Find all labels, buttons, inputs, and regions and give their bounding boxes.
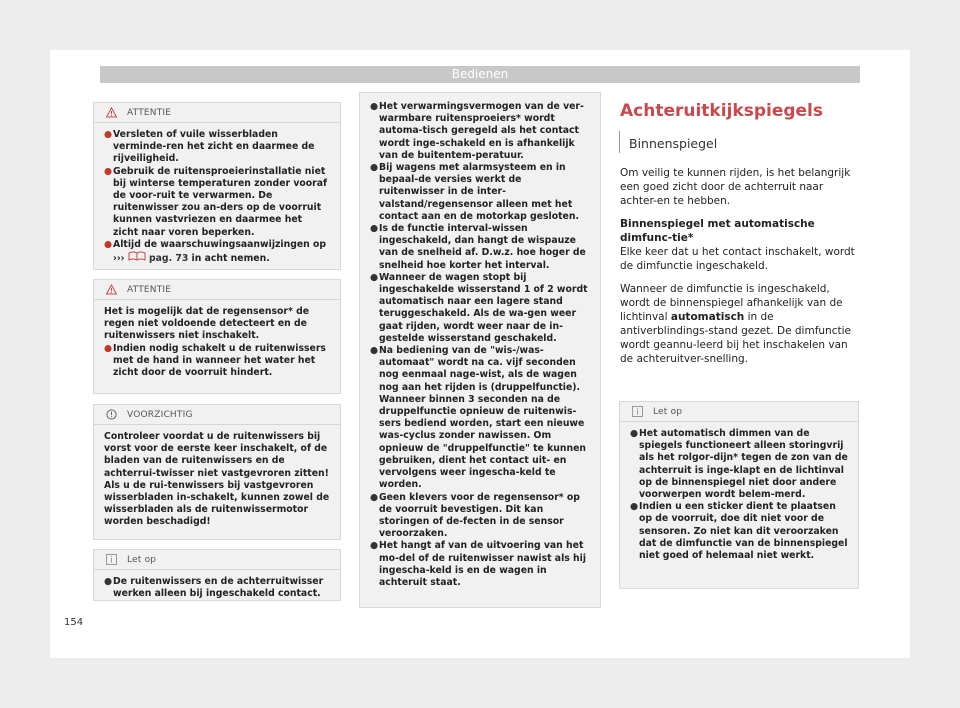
- list-item: ● Versleten of vuile wisserbladen verminde-ren het zicht en daarmee de rijveiligheid.: [104, 129, 315, 165]
- list-item: ● Altijd de waarschuwingsaanwijzingen op ››› pag. 73 in acht nemen.: [104, 238, 327, 265]
- list-item: ● Het verwarmingsvermogen van de ver-warmbare ruitensproeiers* wordt automa-tisch geregeld als het contact wordt inge-schakeld en is afhankelijk van de buitentem-peratuur.: [370, 101, 584, 161]
- paragraph: Controleer voordat u de ruitenwissers bij vorst voor de eerste keer inschakelt, of de bladen van de ruitenwissers en de achterrui-twisser niet vastgevroren zitten! Als u de rui-tenwissers bij vastgevroren wisserbladen in-schakelt, kunnen zowel de wisserbladen als de ruitenwissermotor worden beschadigd!: [104, 431, 330, 528]
- bullet-icon: ●: [104, 342, 113, 354]
- caution-box-body: [94, 425, 340, 529]
- list-item: ● Na bediening van de "wis-/was-automaat" wordt na ca. vijf seconden nog eenmaal nage-wist, als de wagen nog aan het rijden is (druppelfunctie). Wanneer binnen 3 seconden na de druppelfunctie opnieuw de ruitenwis-sers bediend worden, start een nieuwe was-cyclus zonder nawissen. Om opnieuw de "druppelfunctie" te kunnen gebruiken, dient het contact uit- en vervolgens weer ingescha-keld te worden.: [370, 345, 587, 491]
- note-box-mirror: [619, 401, 859, 589]
- paragraph: Om veilig te kunnen rijden, is het belangrijk een goed zicht door de achterruit naar achter-en te hebben.: [620, 167, 851, 207]
- bullet-icon: ●: [370, 345, 379, 357]
- list-item: ● Wanneer de wagen stopt bij ingeschakelde wisserstand 1 of 2 wordt automatisch naar een lagere stand teruggeschakeld. Als de wa-gen weer gaat rijden, wordt weer naar de in-gestelde wisserstand geschakeld.: [370, 271, 588, 344]
- arrow-ref: ›››: [113, 253, 125, 265]
- note-box-continued: [359, 92, 601, 608]
- note-box: [93, 549, 341, 601]
- list-item: ● Geen klevers voor de regensensor* op de voorruit bevestigen. Dit kan storingen of de-fecten in de sensor veroorzaken.: [370, 491, 580, 540]
- bullet-icon: ●: [104, 576, 113, 587]
- note-label: Let op: [127, 554, 157, 565]
- note-box-body: [620, 422, 858, 562]
- warning-triangle-icon: [106, 284, 117, 295]
- warning-box-header: [94, 280, 340, 300]
- paragraph: Het is mogelijk dat de regensensor* de regen niet voldoende detecteert en de ruitenwissers niet inschakelt.: [104, 306, 310, 342]
- caution-box: [93, 404, 341, 540]
- warning-box-header: [94, 103, 340, 123]
- book-icon: [128, 253, 146, 264]
- list-item: ● Indien nodig schakelt u de ruitenwissers met de hand in wanneer het water het zicht door de voorruit hindert.: [104, 342, 326, 379]
- bullet-icon: ●: [370, 101, 379, 112]
- page-header: Bedienen: [100, 66, 860, 83]
- note-label: Let op: [653, 406, 683, 417]
- note-box-body: [94, 570, 340, 600]
- caution-label: VOORZICHTIG: [127, 409, 193, 420]
- warning-box-2: [93, 279, 341, 394]
- paragraph: Wanneer de dimfunctie is ingeschakeld, wordt de binnenspiegel afhankelijk van de lichtinval automatisch in de antiverblindings-stand gezet. De dimfunctie wordt geannu-leerd bij het inschakelen van de achteruitver-snelling.: [620, 283, 851, 365]
- warning-label: ATTENTIE: [127, 107, 172, 118]
- list-item: ● Bij wagens met alarmsysteem en in bepaal-de versies werkt de ruitenwisser in de inter-valstand/regensensor alleen met het contact aan en de motorkap gesloten.: [370, 162, 579, 222]
- warning-triangle-icon: [106, 107, 117, 118]
- section-body: [620, 166, 856, 375]
- warning-box-body: [94, 300, 340, 379]
- bullet-icon: ●: [370, 223, 379, 235]
- bullet-icon: ●: [370, 162, 379, 174]
- bullet-icon: ●: [630, 428, 639, 439]
- bullet-icon: ●: [370, 271, 379, 283]
- list-item: ● Het hangt af van de uitvoering van het mo-del of de ruitenwisser nawist als hij ingescha-keld is en de wagen in achteruit staat.: [370, 540, 587, 588]
- info-circle-icon: [106, 409, 117, 420]
- note-box-body: [360, 93, 600, 589]
- bullet-icon: ●: [370, 491, 379, 503]
- bullet-icon: ●: [104, 238, 113, 250]
- bullet-icon: ●: [104, 165, 113, 177]
- list-item: ● Indien u een sticker dient te plaatsen op de voorruit, doe dit niet voor de sensoren. Zo niet kan dit veroorzaken dat de dimfunctie van de binnenspiegel niet goed of helemaal niet werkt.: [630, 501, 848, 562]
- note-box-header: [620, 402, 858, 422]
- list-item: ● De ruitenwissers en de achterruitwisser werken alleen bij ingeschakeld contact.: [104, 576, 324, 600]
- page-link[interactable]: pag. 73: [149, 253, 189, 265]
- subtitle-rule: [619, 131, 620, 153]
- paragraph: Elke keer dat u het contact inschakelt, wordt de dimfunctie ingeschakeld.: [620, 246, 855, 272]
- caution-box-header: [94, 405, 340, 425]
- bullet-icon: ●: [370, 540, 379, 552]
- bullet-icon: ●: [104, 129, 113, 140]
- section-title: Achteruitkijkspiegels: [620, 101, 823, 121]
- note-box-header: [94, 550, 340, 570]
- warning-box-1: [93, 102, 341, 270]
- page-number: 154: [64, 617, 84, 628]
- list-item: ● Het automatisch dimmen van de spiegels functioneert alleen storingvrij als het rolgor-dijn* tegen de zon van de achterruit is inge-klapt en de lichtinval op de binnenspiegel niet door andere voorwerpen wordt belem-merd.: [630, 428, 848, 501]
- warning-box-body: [94, 123, 340, 265]
- note-icon: [106, 554, 117, 565]
- list-item: ● Gebruik de ruitensproeierinstallatie niet bij winterse temperaturen zonder vooraf de voor-ruit te verwarmen. De ruitenwisser zou an-ders op de voorruit kunnen vastvriezen en daarmee het zicht naar voren beperken.: [104, 165, 328, 238]
- warning-label: ATTENTIE: [127, 284, 172, 295]
- note-icon: [632, 406, 643, 417]
- section-subtitle: Binnenspiegel: [629, 136, 718, 151]
- subheading: Binnenspiegel met automatische dimfunc-tie*: [620, 218, 815, 244]
- list-item: ● Is de functie interval-wissen ingeschakeld, dan hangt de wispauze van de snelheid af. D.w.z. hoe hoger de snelheid hoe korter het interval.: [370, 223, 586, 271]
- bullet-icon: ●: [630, 501, 639, 513]
